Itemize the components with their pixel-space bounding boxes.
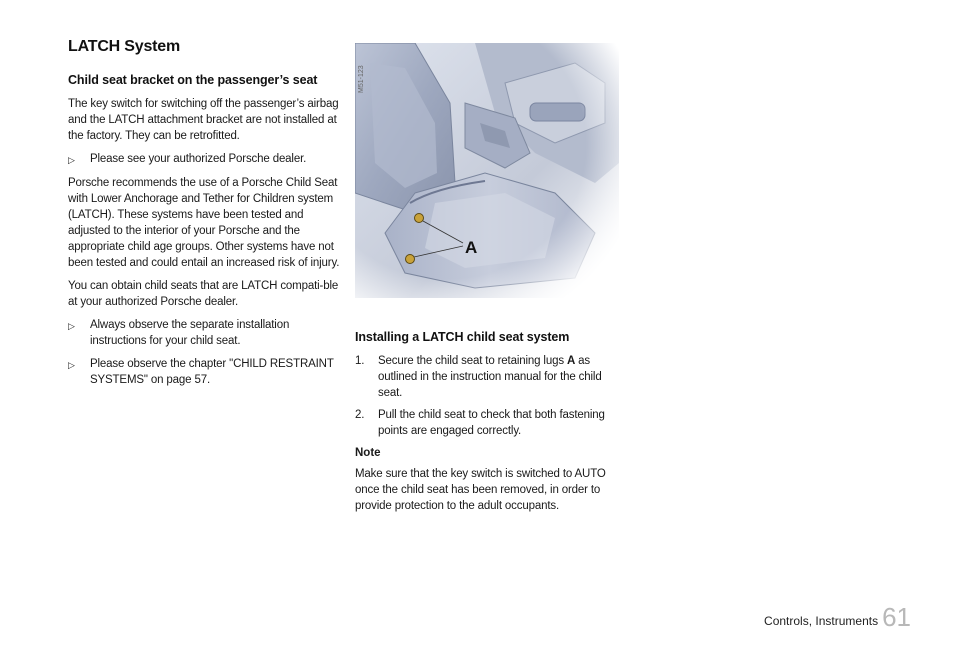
subheading-passenger-seat-bracket: Child seat bracket on the passenger’s seat [68,73,318,87]
paragraph-recommendation: Porsche recommends the use of a Porsche Child Seat with Lower Anchorage and Tether for Children system (LATCH). These systems have been tested and adjusted to the interior of your Porsche and the appropriate child age groups. Other systems have not been tested and could entail an increased risk of injury. [68,177,340,269]
bullet-item [68,356,340,388]
subheading-installing: Installing a LATCH child seat system [355,330,570,344]
bullet-marker-icon: ▷ [68,321,75,331]
retaining-lug-ref: A [566,355,576,367]
figure-code: M51-123 [358,65,365,93]
left-column [68,38,340,395]
bullet-marker-icon: ▷ [68,155,75,165]
bullet-text: Please observe the chapter "CHILD RESTRAINT SYSTEMS" on page 57. [90,358,334,386]
bullet-text: Please see your authorized Porsche dealer. [90,153,307,165]
page-title: LATCH System [68,38,180,55]
step-text: Secure the child seat to retaining lugs A as outlined in the instruction manual for the child seat. [378,355,602,399]
note-label: Note [355,447,381,459]
paragraph-retrofit: The key switch for switching off the passenger’s airbag and the LATCH attachment bracket are not installed at the factory. They can be retrofitted. [68,98,339,142]
seat-illustration [355,43,619,298]
bullet-text: Always observe the separate installation instructions for your child seat. [90,319,290,347]
footer-section-title: Controls, Instruments [764,614,879,628]
step-number: 1. [355,355,365,367]
paragraph-dealer: You can obtain child seats that are LATCH compati-ble at your authorized Porsche dealer. [68,280,339,308]
bullet-item [68,317,340,349]
note-text: Make sure that the key switch is switched to AUTO once the child seat has been removed, in order to provide protection to the adult occupants. [355,468,606,512]
page-number: 61 [882,602,911,632]
step-item [355,407,623,439]
right-column [355,330,623,521]
step-number: 2. [355,409,365,421]
bullet-item [68,151,340,168]
step-item [355,353,623,401]
bullet-marker-icon: ▷ [68,360,75,370]
step-text: Pull the child seat to check that both fastening points are engaged correctly. [378,409,605,437]
page-footer [764,604,911,630]
